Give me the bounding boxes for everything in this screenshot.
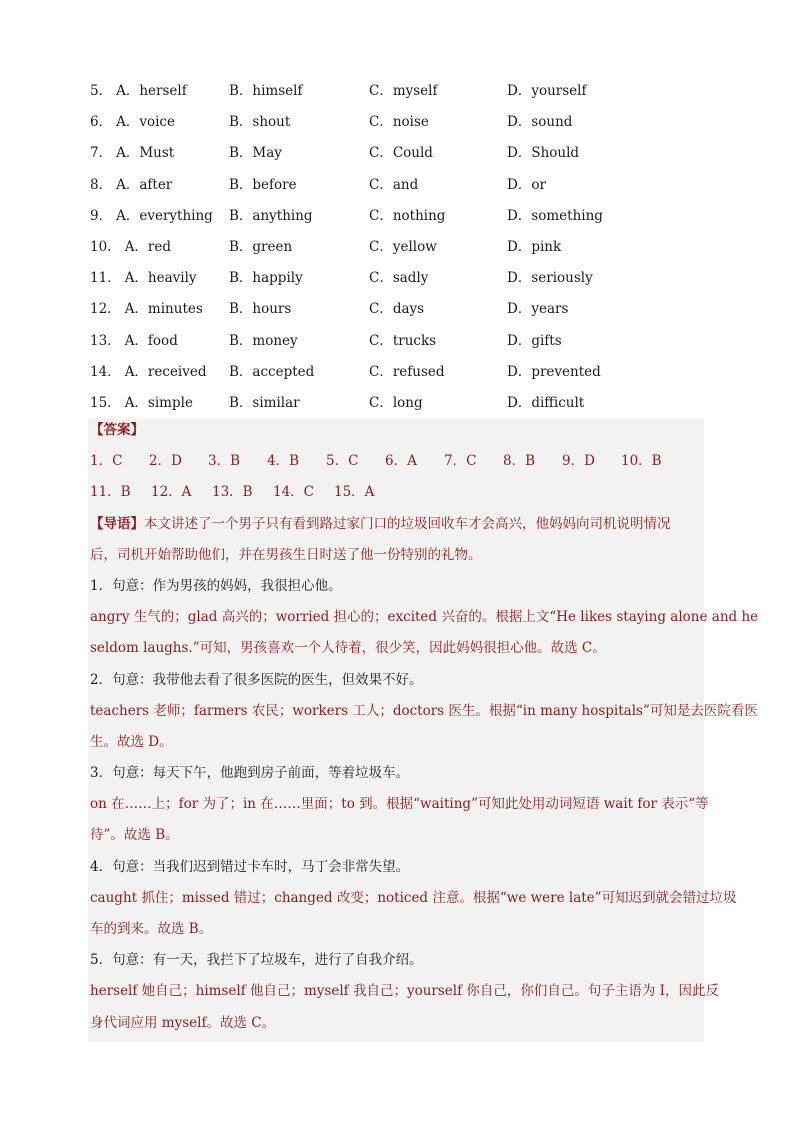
option-a: [90, 361, 229, 383]
option-d: [507, 298, 647, 320]
explanation-title: 1．句意：作为男孩的妈妈，我很担心他。: [90, 577, 342, 594]
option-d: [507, 330, 647, 352]
answer-heading: 【答案】: [90, 422, 144, 438]
option-text: A．voice: [116, 114, 175, 131]
option-c: [369, 267, 507, 289]
option-d: [507, 142, 647, 164]
options-list: [90, 80, 704, 423]
option-row: [90, 361, 704, 392]
answer-key: 3．B: [208, 453, 241, 470]
option-text: C．sadly: [369, 270, 429, 287]
option-d: [507, 267, 647, 289]
option-c: [369, 236, 507, 258]
explanation-detail: teachers 老师；farmers 农民；workers 工人；doctors 医生。根据“in many hospitals”可知是去医院看医: [90, 702, 758, 719]
option-text: B．money: [229, 332, 298, 349]
option-text: A．food: [124, 332, 178, 349]
option-text: A．minutes: [124, 301, 203, 318]
option-text: D．Should: [507, 145, 580, 162]
option-text: D．years: [507, 301, 569, 318]
option-text: C．nothing: [369, 207, 446, 224]
option-text: B．hours: [229, 301, 292, 318]
answer-section: [88, 419, 759, 1042]
answer-keys-row1: [90, 450, 702, 481]
explanation-title: 4．句意：当我们迟到错过卡车时，马丁会非常失望。: [90, 858, 410, 875]
explanation-detail: angry 生气的；glad 高兴的；worried 担心的；excited 兴奋的。根据上文“He likes staying alone and he: [90, 609, 759, 626]
option-text: C．long: [369, 394, 423, 411]
option-text: D．gifts: [507, 332, 562, 349]
option-text: D．or: [507, 176, 546, 193]
option-b: [229, 205, 369, 227]
question-number: 5．: [90, 83, 113, 99]
option-text: B．accepted: [229, 363, 315, 380]
answer-key: 1．C: [90, 453, 123, 470]
explanation-detail: 生。故选 D。: [90, 733, 173, 750]
option-c: [369, 392, 507, 414]
option-d: [507, 205, 647, 227]
option-text: B．happily: [229, 270, 303, 287]
answer-key: 15．A: [334, 484, 375, 501]
option-b: [229, 330, 369, 352]
guide-line1: [90, 513, 702, 544]
question-number: 6．: [90, 114, 113, 131]
answer-key: 11．B: [90, 484, 131, 501]
option-row: [90, 236, 704, 267]
guide-line2: 后，司机开始帮助他们，并在男孩生日时送了他一份特别的礼物。: [90, 546, 482, 563]
answer-key: 2．D: [149, 453, 182, 470]
option-text: A．heavily: [124, 270, 197, 287]
option-text: D．prevented: [507, 363, 601, 380]
option-text: D．seriously: [507, 270, 593, 287]
explanation-detail: on 在……上；for 为了；in 在……里面；to 到。根据“waiting”可知此处用动词短语 wait for 表示“等: [90, 796, 709, 813]
option-a: [90, 174, 229, 196]
option-d: [507, 392, 647, 414]
option-row: [90, 205, 704, 236]
answer-key: 7．C: [444, 453, 477, 470]
option-a: [90, 111, 229, 133]
option-a: [90, 298, 229, 320]
guide-text-1: 本文讲述了一个男子只有看到路过家门口的垃圾回收车才会高兴，他妈妈向司机说明情况: [144, 515, 671, 532]
option-text: C．trucks: [369, 332, 437, 349]
option-b: [229, 174, 369, 196]
answer-key: 4．B: [267, 453, 300, 470]
option-a: [90, 267, 229, 289]
option-text: D．something: [507, 207, 603, 224]
option-text: C．days: [369, 301, 425, 318]
option-text: C．refused: [369, 363, 445, 380]
option-text: C．noise: [369, 114, 429, 131]
explanation-detail: 待”。故选 B。: [90, 827, 179, 844]
option-d: [507, 111, 647, 133]
option-row: [90, 142, 704, 173]
option-text: C．and: [369, 176, 419, 193]
answer-key: 12．A: [151, 484, 192, 501]
option-b: [229, 142, 369, 164]
answer-key: 10．B: [621, 453, 662, 470]
option-d: [507, 236, 647, 258]
option-text: A．red: [124, 238, 172, 255]
option-row: [90, 298, 704, 329]
option-c: [369, 111, 507, 133]
question-number: 12．: [90, 301, 121, 318]
option-row: [90, 267, 704, 298]
option-text: B．anything: [229, 207, 313, 224]
option-text: D．yourself: [507, 83, 587, 99]
option-b: [229, 111, 369, 133]
guide-label: 【导语】: [90, 515, 144, 532]
option-text: D．pink: [507, 238, 562, 255]
option-row: [90, 111, 704, 142]
option-text: A．after: [116, 176, 173, 193]
answer-key: 13．B: [212, 484, 253, 501]
question-number: 9．: [90, 207, 113, 224]
question-number: 15．: [90, 394, 121, 411]
option-a: [90, 142, 229, 164]
answer-key: 8．B: [503, 453, 536, 470]
option-b: [229, 361, 369, 383]
explanation-detail: caught 抓住；missed 错过；changed 改变；noticed 注意。根据“we were late”可知迟到就会错过垃圾: [90, 889, 737, 906]
option-a: [90, 80, 229, 102]
option-a: [90, 205, 229, 227]
option-c: [369, 174, 507, 196]
option-text: B．green: [229, 238, 293, 255]
option-c: [369, 298, 507, 320]
option-text: A．simple: [124, 394, 193, 411]
answer-key: 5．C: [326, 453, 359, 470]
option-text: A．herself: [116, 83, 187, 99]
option-d: [507, 80, 647, 102]
option-text: D．sound: [507, 114, 573, 131]
option-b: [229, 80, 369, 102]
answer-key: 6．A: [385, 453, 417, 470]
option-c: [369, 205, 507, 227]
option-text: A．received: [124, 363, 207, 380]
option-text: B．similar: [229, 394, 300, 411]
explanation-detail: 身代词应用 myself。故选 C。: [90, 1014, 276, 1031]
question-number: 14．: [90, 363, 121, 380]
question-number: 11．: [90, 270, 121, 287]
option-a: [90, 330, 229, 352]
option-d: [507, 174, 647, 196]
option-text: C．yellow: [369, 238, 437, 255]
option-text: C．Could: [369, 145, 433, 162]
answer-key: 9．D: [562, 453, 595, 470]
question-number: 10．: [90, 238, 121, 255]
option-text: A．Must: [116, 145, 175, 162]
option-c: [369, 80, 507, 102]
option-c: [369, 361, 507, 383]
option-text: B．himself: [229, 83, 303, 99]
option-d: [507, 361, 647, 383]
explanation-title: 3．句意：每天下午，他跑到房子前面，等着垃圾车。: [90, 765, 410, 782]
option-a: [90, 236, 229, 258]
option-text: B．May: [229, 145, 282, 162]
option-text: C．myself: [369, 83, 438, 99]
option-b: [229, 236, 369, 258]
option-c: [369, 330, 507, 352]
option-row: [90, 80, 704, 111]
option-text: A．everything: [116, 207, 213, 224]
explanation-detail: 车的到来。故选 B。: [90, 921, 213, 937]
explanations-list: [90, 575, 759, 1043]
question-number: 7．: [90, 145, 113, 162]
option-b: [229, 267, 369, 289]
question-number: 8．: [90, 176, 113, 193]
answer-keys-row2: [90, 481, 702, 512]
question-number: 13．: [90, 332, 121, 349]
explanation-detail: herself 她自己；himself 他自己；myself 我自己；yourself 你自己，你们自己。句子主语为 I，因此反: [90, 983, 719, 1000]
explanation-title: 5．句意：有一天，我拦下了垃圾车，进行了自我介绍。: [90, 952, 423, 969]
explanation-detail: seldom laughs.”可知，男孩喜欢一个人待着，很少笑，因此妈妈很担心他。故选 C。: [90, 640, 606, 657]
option-text: D．difficult: [507, 394, 585, 411]
option-text: B．shout: [229, 114, 291, 131]
option-text: B．before: [229, 176, 297, 193]
option-a: [90, 392, 229, 414]
option-c: [369, 142, 507, 164]
explanation-title: 2．句意：我带他去看了很多医院的医生，但效果不好。: [90, 671, 423, 688]
answer-key: 14．C: [273, 484, 315, 501]
option-b: [229, 298, 369, 320]
option-row: [90, 330, 704, 361]
option-row: [90, 174, 704, 205]
option-b: [229, 392, 369, 414]
